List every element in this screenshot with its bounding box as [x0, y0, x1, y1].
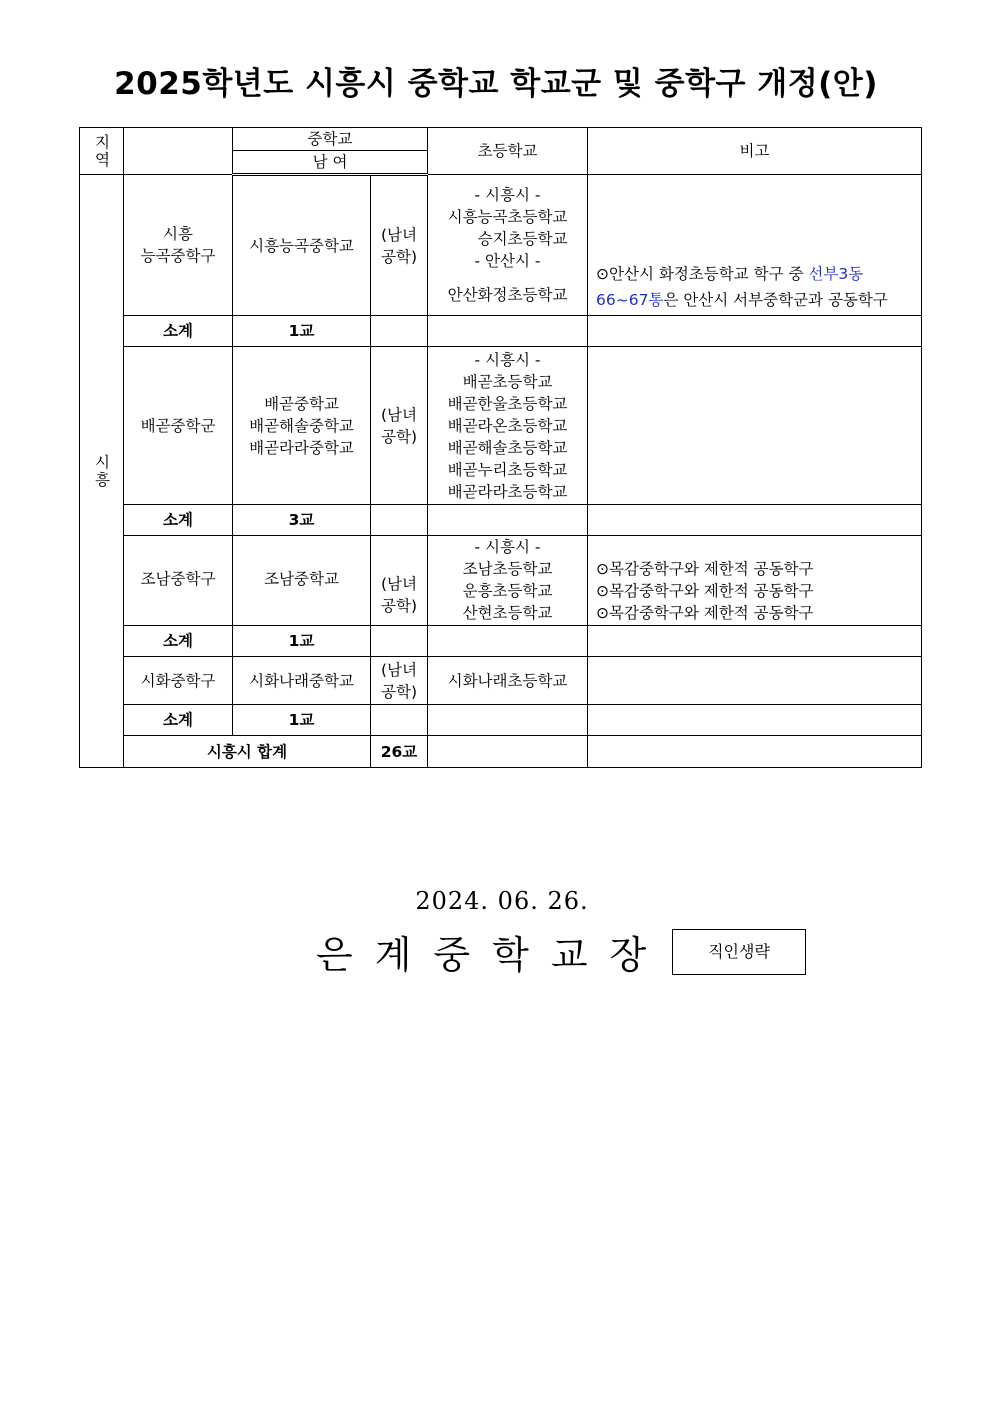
- document-title: 2025학년도 시흥시 중학교 학교군 및 중학구 개정(안): [114, 66, 878, 102]
- district-name: 시화중학구: [124, 657, 233, 705]
- remark-cell: ⊙목감중학구와 제한적 공동학구 ⊙목감중학구와 제한적 공동학구 ⊙목감중학구와 제한적 공동학구: [588, 536, 922, 626]
- gender-type: (남녀 공학): [371, 536, 428, 626]
- remark-cell: [588, 657, 922, 705]
- gender-type: (남녀 공학): [371, 175, 428, 316]
- subtotal-label: 소계: [124, 626, 233, 657]
- subtotal-value: 1교: [233, 316, 371, 347]
- header-middle-school: 중학교: [233, 128, 428, 151]
- document-date: 2024. 06. 26.: [415, 887, 589, 915]
- middle-school: 조남중학교: [233, 536, 371, 626]
- subtotal-value: 1교: [233, 626, 371, 657]
- subtotal-value: 1교: [233, 705, 371, 736]
- school-district-table: [79, 127, 922, 768]
- district-name: 조남중학구: [124, 536, 233, 626]
- district-name: 시흥 능곡중학구: [124, 175, 233, 316]
- district-name: 배곧중학군: [124, 347, 233, 505]
- remark-cell: ⊙안산시 화정초등학교 학구 중 선부3동 66~67통은 안산시 서부중학군과 공동학구: [588, 175, 922, 316]
- remark-cell: [588, 347, 922, 505]
- subtotal-label: 소계: [124, 705, 233, 736]
- header-blank: [124, 128, 233, 175]
- header-gender: 남 여: [233, 151, 428, 175]
- middle-school: 시화나래중학교: [233, 657, 371, 705]
- subtotal-label: 소계: [124, 316, 233, 347]
- seal-omitted-box: 직인생략: [672, 929, 806, 975]
- signer-name: 은계중학교장: [316, 933, 669, 977]
- region-cell: 시흥: [80, 175, 124, 768]
- subtotal-value: 3교: [233, 505, 371, 536]
- header-region: 지역: [80, 128, 124, 175]
- elementary-list: - 시흥시 - 배곧초등학교 배곧한울초등학교 배곧라온초등학교 배곧해솔초등학교 배곧누리초등학교 배곧라라초등학교: [428, 347, 588, 505]
- total-value: 26교: [371, 736, 428, 768]
- gender-type: (남녀 공학): [371, 347, 428, 505]
- total-label: 시흥시 합계: [124, 736, 371, 768]
- middle-school: 시흥능곡중학교: [233, 175, 371, 316]
- elementary-list: - 시흥시 - 시흥능곡초등학교 승지초등학교 - 안산시 - 안산화정초등학교: [428, 175, 588, 316]
- elementary-list: - 시흥시 - 조남초등학교 운흥초등학교 산현초등학교: [428, 536, 588, 626]
- gender-type: (남녀 공학): [371, 657, 428, 705]
- subtotal-label: 소계: [124, 505, 233, 536]
- header-elementary: 초등학교: [428, 128, 588, 175]
- header-remark: 비고: [588, 128, 922, 175]
- elementary-list: 시화나래초등학교: [428, 657, 588, 705]
- middle-school: 배곧중학교 배곧해솔중학교 배곧라라중학교: [233, 347, 371, 505]
